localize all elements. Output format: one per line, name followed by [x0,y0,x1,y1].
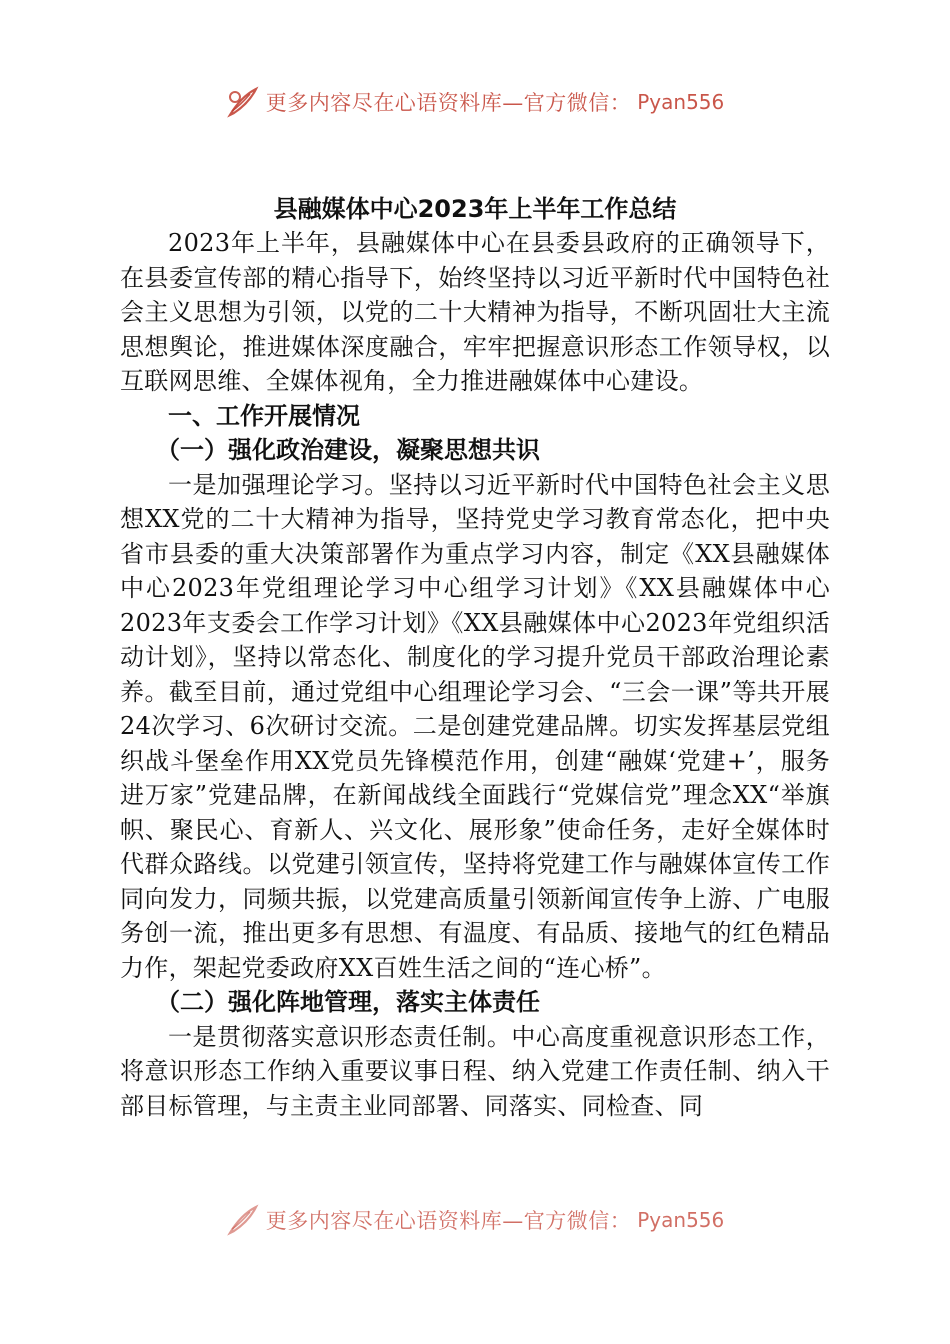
subsection-1-paragraph: 一是加强理论学习。坚持以习近平新时代中国特色社会主义思想XX党的二十大精神为指导，坚持党史学习教育常态化，把中央省市县委的重大决策部署作为重点学习内容，制定《XX县融媒体中心2023年党组理论学习中心组学习计划》《XX县融媒体中心2023年支委会工作学习计划》《XX县融媒体中心2023年党组织活动计划》，坚持以常态化、制度化的学习提升党员干部政治理论素养。截至目前，通过党组中心组理论学习会、“三会一课”等共开展24次学习、6次研讨交流。二是创建党建品牌。切实发挥基层党组织战斗堡垒作用XX党员先锋模范作用，创建“融媒‘党建+’，服务进万家”党建品牌，在新闻战线全面践行“党媒信党”理念XX“举旗帜、聚民心、育新人、兴文化、展形象”使命任务，走好全媒体时代群众路线。以党建引领宣传，坚持将党建工作与融媒体宣传工作同向发力，同频共振，以党建高质量引领新闻宣传争上游、广电服务创一流，推出更多有思想、有温度、有品质、接地气的红色精品力作，架起党委政府XX百姓生活之间的“连心桥”。 [120,470,830,982]
document-title: 县融媒体中心2023年上半年工作总结 [273,195,677,223]
document-body [120,192,830,1123]
subsection-2-paragraph: 一是贯彻落实意识形态责任制。中心高度重视意识形态工作，将意识形态工作纳入重要议事日程、纳入党建工作责任制、纳入干部目标管理，与主责主业同部署、同落实、同检查、同 [120,1022,830,1120]
watermark-banner-bottom [0,1200,950,1240]
watermark-banner-top [0,82,950,122]
watermark-text: 更多内容尽在心语资料库—官方微信： [265,91,632,115]
feather-logo-icon [226,1203,260,1237]
intro-paragraph: 2023年上半年，县融媒体中心在县委县政府的正确领导下，在县委宣传部的精心指导下，始终坚持以习近平新时代中国特色社会主义思想为引领，以党的二十大精神为指导，不断巩固壮大主流思想舆论，推进媒体深度融合，牢牢把握意识形态工作领导权，以互联网思维、全媒体视角，全力推进融媒体中心建设。 [120,229,830,395]
watermark-wechat-id: Pyan556 [637,90,725,114]
section-heading-1: 一、工作开展情况 [168,401,360,430]
watermark-wechat-id: Pyan556 [637,1208,725,1232]
subsection-heading-1: （一）强化政治建设，凝聚思想共识 [156,436,540,464]
feather-logo-icon [226,85,260,119]
subsection-heading-2: （二）强化阵地管理，落实主体责任 [156,988,540,1016]
watermark-text: 更多内容尽在心语资料库—官方微信： [265,1209,632,1233]
